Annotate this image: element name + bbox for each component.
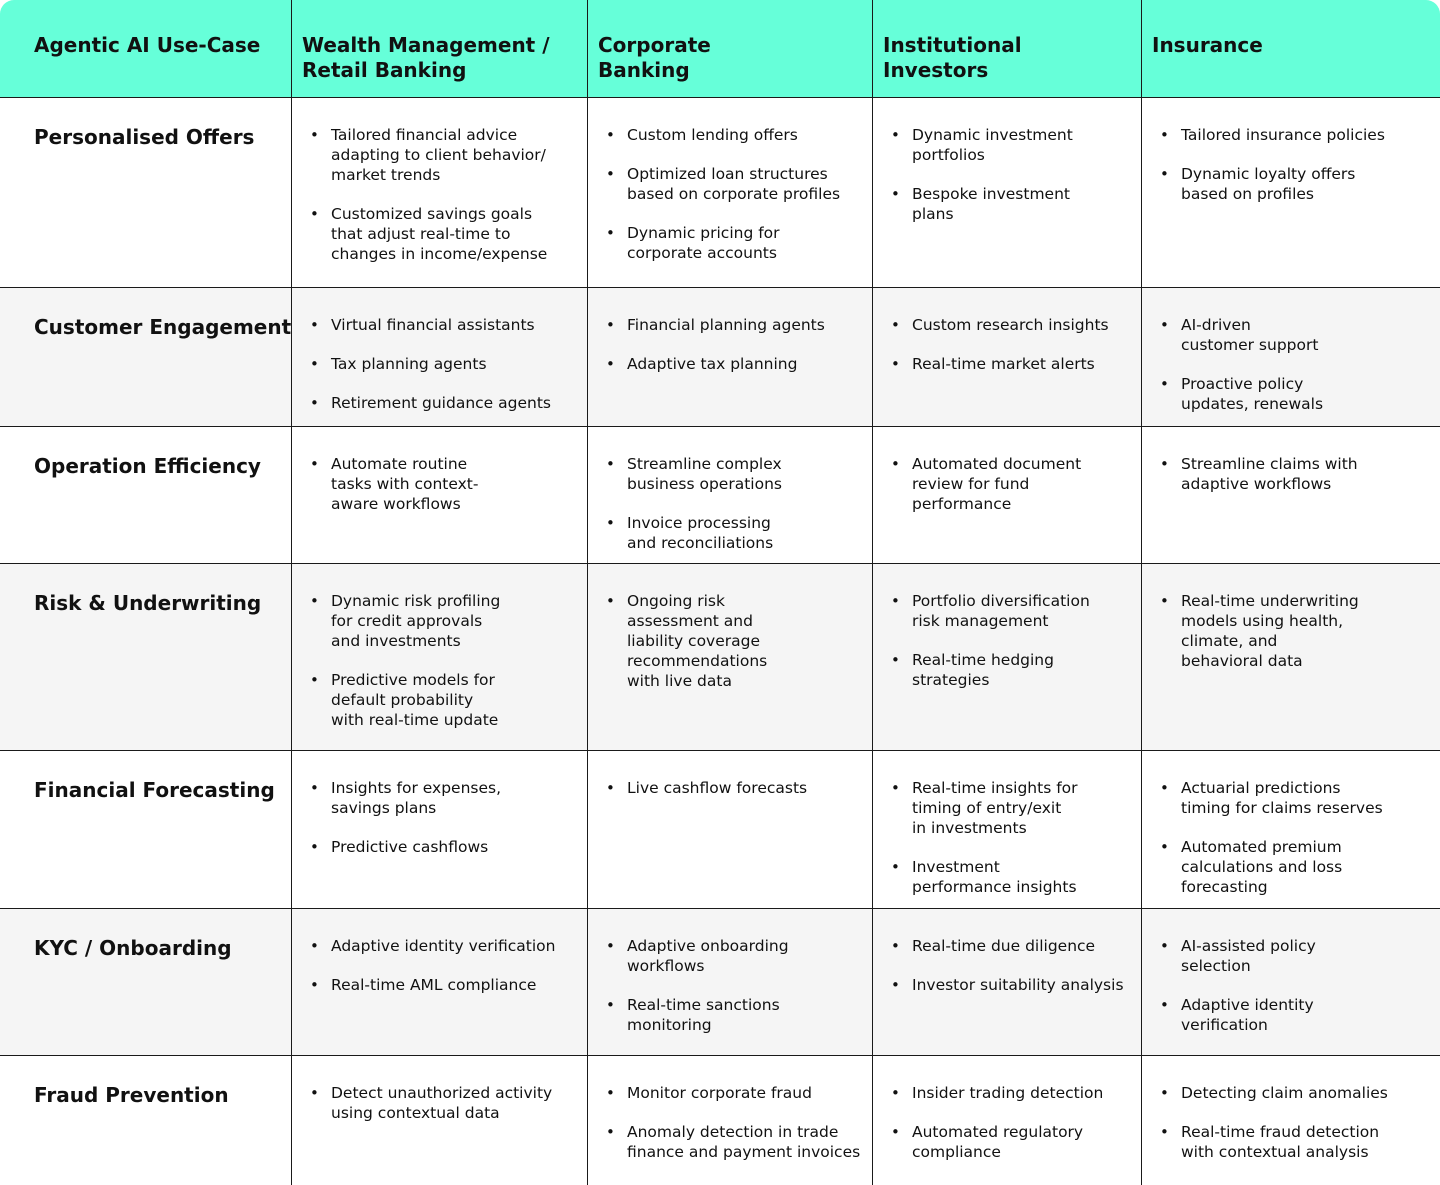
header-corporate-banking: Corporate Banking <box>587 0 872 97</box>
bullet-item: • Real-time underwriting models using health, climate, and behavioral data <box>1142 591 1440 671</box>
bullet-item: • Automated premium calculations and loss forecasting <box>1142 837 1440 897</box>
cell-wealth <box>291 1056 587 1185</box>
bullet-item: • Dynamic investment portfolios <box>873 125 1141 165</box>
cell-corporate <box>587 564 872 750</box>
bullet-item: • Customized savings goals that adjust real-time to changes in income/expense <box>292 204 587 264</box>
bullet-item: • Real-time AML compliance <box>292 975 587 995</box>
row-financial-forecasting <box>0 751 1440 909</box>
row-label: Fraud Prevention <box>34 1083 229 1107</box>
bullet-item: • AI-driven customer support <box>1142 315 1440 355</box>
bullet-item: • Predictive cashflows <box>292 837 587 857</box>
table-header-row <box>0 0 1440 98</box>
bullet-item: • Streamline claims with adaptive workflows <box>1142 454 1440 494</box>
cell-institutional <box>872 427 1141 563</box>
bullet-item: • Bespoke investment plans <box>873 184 1141 224</box>
row-risk-underwriting <box>0 564 1440 751</box>
bullet-item: • Real-time fraud detection with contextual analysis <box>1142 1122 1440 1162</box>
header-institutional-investors: Institutional Investors <box>872 0 1141 97</box>
cell-corporate <box>587 98 872 287</box>
row-label: KYC / Onboarding <box>34 936 232 960</box>
bullet-item: • Adaptive identity verification <box>292 936 587 956</box>
cell-insurance <box>1141 564 1440 750</box>
bullet-item: • Real-time insights for timing of entry/exit in investments <box>873 778 1141 838</box>
bullet-item: • Investment performance insights <box>873 857 1141 897</box>
row-label: Financial Forecasting <box>34 778 275 802</box>
bullet-item: • Custom research insights <box>873 315 1141 335</box>
bullet-item: • Virtual financial assistants <box>292 315 587 335</box>
cell-corporate <box>587 751 872 908</box>
cell-wealth <box>291 288 587 426</box>
bullet-item: • Tailored insurance policies <box>1142 125 1440 145</box>
bullet-item: • Insights for expenses, savings plans <box>292 778 587 818</box>
bullet-item: • Tailored financial advice adapting to client behavior/ market trends <box>292 125 587 185</box>
cell-institutional <box>872 288 1141 426</box>
bullet-item: • Real-time hedging strategies <box>873 650 1141 690</box>
cell-corporate <box>587 288 872 426</box>
bullet-item: • Automated document review for fund performance <box>873 454 1141 514</box>
bullet-item: • Anomaly detection in trade finance and payment invoices <box>588 1122 872 1162</box>
cell-insurance <box>1141 751 1440 908</box>
bullet-item: • Custom lending offers <box>588 125 872 145</box>
row-fraud-prevention <box>0 1056 1440 1185</box>
cell-corporate <box>587 909 872 1055</box>
bullet-item: • Optimized loan structures based on corporate profiles <box>588 164 872 204</box>
bullet-item: • Predictive models for default probability with real-time update <box>292 670 587 730</box>
cell-wealth <box>291 909 587 1055</box>
bullet-item: • Real-time due diligence <box>873 936 1141 956</box>
row-label: Operation Efficiency <box>34 454 261 478</box>
bullet-item: • Real-time sanctions monitoring <box>588 995 872 1035</box>
cell-wealth <box>291 751 587 908</box>
bullet-item: • Proactive policy updates, renewals <box>1142 374 1440 414</box>
bullet-item: • Real-time market alerts <box>873 354 1141 374</box>
bullet-item: • Detecting claim anomalies <box>1142 1083 1440 1103</box>
cell-institutional <box>872 909 1141 1055</box>
row-operation-efficiency <box>0 427 1440 564</box>
row-label: Risk & Underwriting <box>34 591 262 615</box>
cell-institutional <box>872 751 1141 908</box>
row-label: Personalised Offers <box>34 125 255 149</box>
bullet-item: • Retirement guidance agents <box>292 393 587 413</box>
cell-corporate <box>587 1056 872 1185</box>
cell-insurance <box>1141 288 1440 426</box>
bullet-item: • Automate routine tasks with context- aware workflows <box>292 454 587 514</box>
row-label: Customer Engagement <box>34 315 292 339</box>
bullet-item: • Monitor corporate fraud <box>588 1083 872 1103</box>
bullet-item: • Adaptive onboarding workflows <box>588 936 872 976</box>
bullet-item: • Dynamic risk profiling for credit approvals and investments <box>292 591 587 651</box>
row-customer-engagement <box>0 288 1440 427</box>
bullet-item: • Live cashflow forecasts <box>588 778 872 798</box>
bullet-item: • Actuarial predictions timing for claims reserves <box>1142 778 1440 818</box>
bullet-item: • Investor suitability analysis <box>873 975 1141 995</box>
cell-insurance <box>1141 98 1440 287</box>
cell-institutional <box>872 98 1141 287</box>
bullet-item: • Detect unauthorized activity using contextual data <box>292 1083 587 1123</box>
bullet-item: • Invoice processing and reconciliations <box>588 513 872 553</box>
header-use-case: Agentic AI Use-Case <box>34 33 261 57</box>
bullet-item: • Financial planning agents <box>588 315 872 335</box>
cell-wealth <box>291 564 587 750</box>
row-personalised-offers <box>0 98 1440 288</box>
bullet-item: • Insider trading detection <box>873 1083 1141 1103</box>
header-wealth-management: Wealth Management / Retail Banking <box>291 0 587 97</box>
cell-institutional <box>872 1056 1141 1185</box>
cell-insurance <box>1141 1056 1440 1185</box>
bullet-item: • Adaptive identity verification <box>1142 995 1440 1035</box>
cell-corporate <box>587 427 872 563</box>
bullet-item: • Dynamic loyalty offers based on profiles <box>1142 164 1440 204</box>
cell-wealth <box>291 98 587 287</box>
cell-institutional <box>872 564 1141 750</box>
bullet-item: • Adaptive tax planning <box>588 354 872 374</box>
cell-insurance <box>1141 909 1440 1055</box>
bullet-item: • AI-assisted policy selection <box>1142 936 1440 976</box>
cell-wealth <box>291 427 587 563</box>
bullet-item: • Portfolio diversification risk management <box>873 591 1141 631</box>
bullet-item: • Tax planning agents <box>292 354 587 374</box>
header-insurance: Insurance <box>1141 0 1440 97</box>
bullet-item: • Streamline complex business operations <box>588 454 872 494</box>
cell-insurance <box>1141 427 1440 563</box>
row-kyc-onboarding <box>0 909 1440 1056</box>
bullet-item: • Automated regulatory compliance <box>873 1122 1141 1162</box>
bullet-item: • Dynamic pricing for corporate accounts <box>588 223 872 263</box>
bullet-item: • Ongoing risk assessment and liability coverage recommendations with live data <box>588 591 872 691</box>
